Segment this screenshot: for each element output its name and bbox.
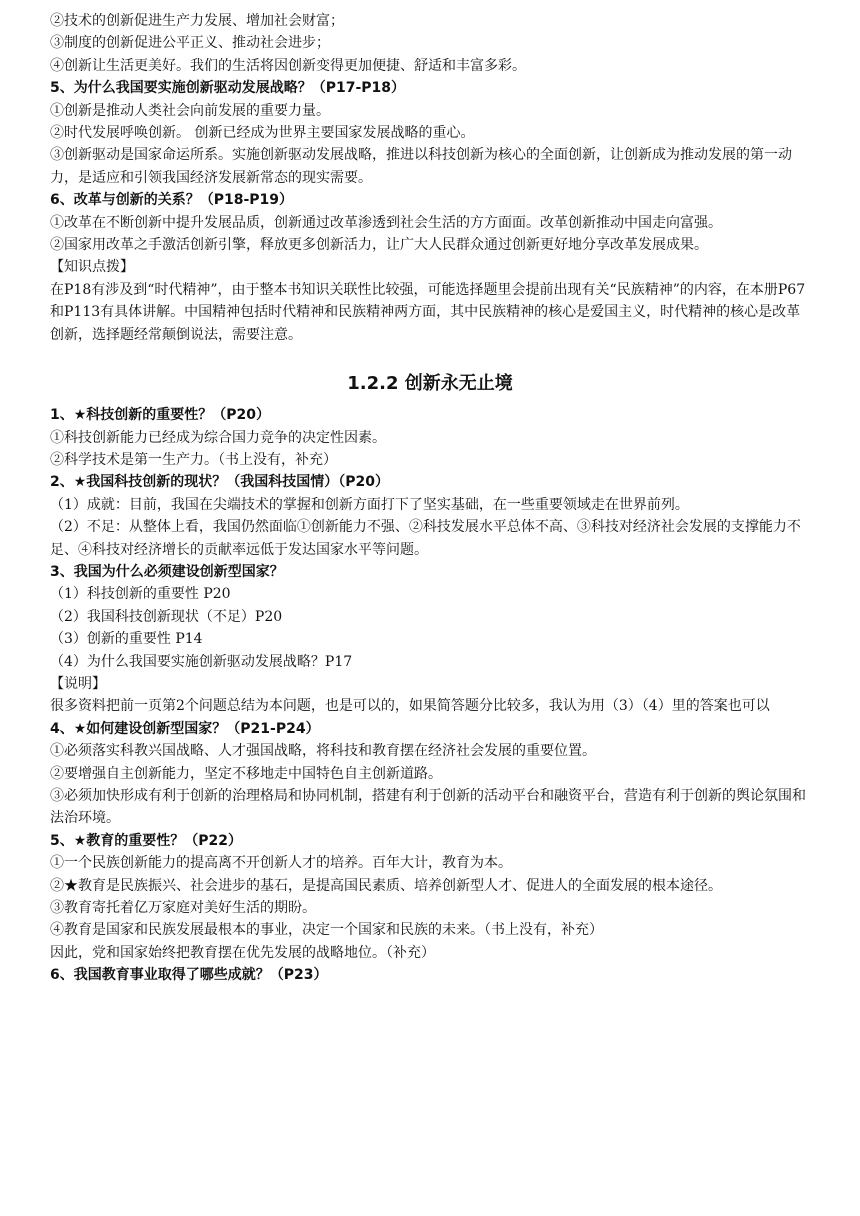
question-6a-item-2: ②国家用改革之手激活创新引擎，释放更多创新活力，让广大人民群众通过创新更好地分享改革发展成果。	[50, 237, 708, 254]
s1-item-1: ①科技创新能力已经成为综合国力竞争的决定性因素。	[50, 429, 386, 446]
s4-heading: 4、★如何建设创新型国家？（P21-P24）	[50, 720, 320, 737]
section-title: 1.2.2 创新永无止境	[347, 373, 513, 395]
s2-heading: 2、★我国科技创新的现状？（我国科技国情）（P20）	[50, 474, 390, 491]
s4-item-3: ③必须加快形成有利于创新的治理格局和协同机制，搭建有利于创新的活动平台和融资平台，营造有利于创新的舆论氛围和法治环境。	[50, 788, 806, 827]
s1-item-2: ②科学技术是第一生产力。（书上没有，补充）	[50, 451, 337, 468]
s3-item-2: （2）我国科技创新现状（不足）P20	[50, 608, 283, 625]
s6-heading: 6、我国教育事业取得了哪些成就？（P23）	[50, 967, 328, 984]
s2-item-1: （1）成就：目前，我国在尖端技术的掌握和创新方面打下了坚实基础，在一些重要领域走在世界前列。	[50, 496, 689, 513]
s4-item-1: ①必须落实科教兴国战略、人才强国战略，将科技和教育摆在经济社会发展的重要位置。	[50, 743, 596, 760]
question-5a-heading: 5、为什么我国要实施创新驱动发展战略？（P17-P18）	[50, 80, 406, 97]
question-6a-item-1: ①改革在不断创新中提升发展品质，创新通过改革渗透到社会生活的方方面面。改革创新推动中国走向富强。	[50, 214, 722, 231]
question-5a-item-1: ①创新是推动人类社会向前发展的重要力量。	[50, 102, 330, 119]
s2-item-2: （2）不足：从整体上看，我国仍然面临①创新能力不强、②科技发展水平总体不高、③科技对经济社会发展的支撑能力不足、④科技对经济增长的贡献率远低于发达国家水平等问题。	[50, 519, 801, 558]
s4-item-2: ②要增强自主创新能力，坚定不移地走中国特色自主创新道路。	[50, 765, 442, 782]
top-item-2: ②技术的创新促进生产力发展、增加社会财富；	[50, 13, 344, 29]
top-item-4: ④创新让生活更美好。我们的生活将因创新变得更加便捷、舒适和丰富多彩。	[50, 57, 526, 74]
s5-item-2: ②★教育是民族振兴、社会进步的基石，是提高国民素质、培养创新型人才、促进人的全面发展的根本途径。	[50, 877, 722, 894]
s5-item-4: ④教育是国家和民族发展最根本的事业，决定一个国家和民族的未来。（书上没有，补充）	[50, 922, 603, 939]
top-item-3: ③制度的创新促进公平正义、推动社会进步；	[50, 35, 330, 52]
s3-item-4: （4）为什么我国要实施创新驱动发展战略？P17	[50, 653, 353, 670]
s1-heading: 1、★科技创新的重要性？（P20）	[50, 407, 271, 424]
tip-text: 在P18有涉及到“时代精神”，由于整本书知识关联性比较强，可能选择题里会提前出现有关“民族精神”的内容，在本册P67和P113有具体讲解。中国精神包括时代精神和民族精神两方面，其中民族精神的核心是爱国主义，时代精神的核心是改革创新，选择题经常颠倒说法，需要注意。	[50, 281, 806, 343]
s5-item-1: ①一个民族创新能力的提高离不开创新人才的培养。百年大计，教育为本。	[50, 855, 512, 872]
question-5a-item-2: ②时代发展呼唤创新。 创新已经成为世界主要国家发展战略的重心。	[50, 125, 475, 142]
note-label: 【说明】	[50, 675, 106, 692]
note-text: 很多资料把前一页第2个问题总结为本问题，也是可以的，如果简答题分比较多，我认为用（3）（4）里的答案也可以	[50, 698, 770, 715]
question-5a-item-3: ③创新驱动是国家命运所系。实施创新驱动发展战略，推进以科技创新为核心的全面创新，让创新成为推动发展的第一动力，是适应和引领我国经济发展新常态的现实需要。	[50, 147, 792, 186]
question-6a-heading: 6、改革与创新的关系？（P18-P19）	[50, 192, 294, 209]
tip-label: 【知识点拨】	[50, 259, 134, 276]
s3-item-1: （1）科技创新的重要性 P20	[50, 586, 231, 603]
s3-item-3: （3）创新的重要性 P14	[50, 631, 203, 648]
s3-heading: 3、我国为什么必须建设创新型国家？	[50, 563, 284, 580]
s5-item-3: ③教育寄托着亿万家庭对美好生活的期盼。	[50, 900, 316, 917]
s5-heading: 5、★教育的重要性？（P22）	[50, 832, 243, 849]
s5-conclusion: 因此，党和国家始终把教育摆在优先发展的战略地位。（补充）	[50, 944, 435, 961]
